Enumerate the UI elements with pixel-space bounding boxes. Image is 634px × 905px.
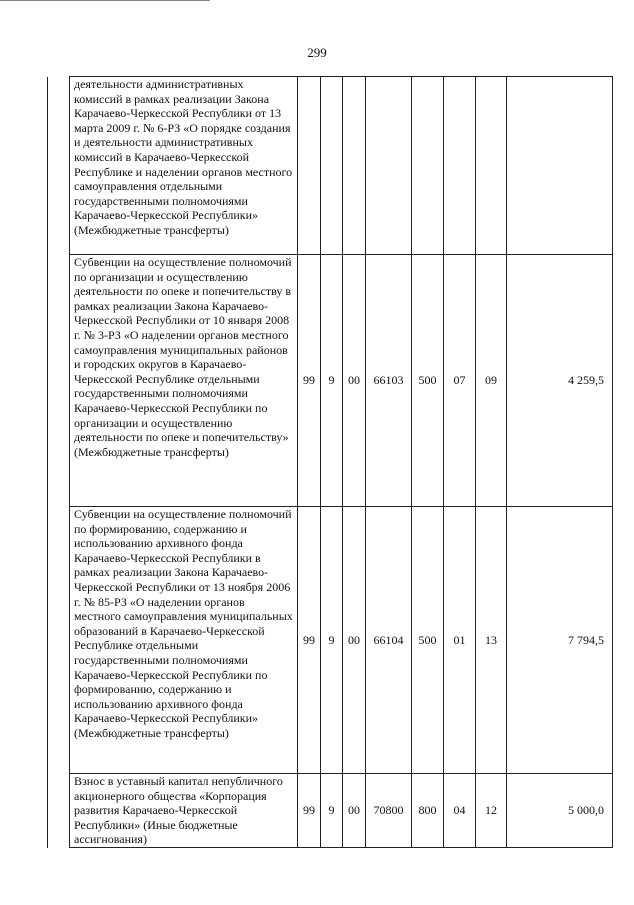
- row-description: Субвенции на осуществление полномочий по формированию, содержанию и использованию архивного фонда Карачаево-Черкесской Республики в рамках реализации Закона Карачаево-Черкесской Республики от 13 ноября 2006 г. № 85-РЗ «О наделении органов местного самоуправления муниципальных образований в Карачаево-Черкесской Республике отдельными государственными полномочиями Карачаево-Черкесской Республики по формированию, содержанию и использованию архивного фонда Карачаево-Черкесской Республики» (Межбюджетные трансферты): [70, 507, 298, 774]
- code-program: 99: [298, 774, 321, 848]
- code-subsection: 13: [476, 507, 507, 774]
- row-amount: [507, 77, 613, 255]
- row-margin-cell: [48, 255, 70, 507]
- code-subsection: [476, 77, 507, 255]
- table-row: [48, 77, 613, 255]
- scan-edge-line: [0, 0, 210, 1]
- code-subprogram: [321, 77, 343, 255]
- row-description: деятельности административных комиссий в рамках реализации Закона Карачаево-Черкесской Республики от 13 марта 2009 г. № 6-РЗ «О порядке создания и деятельности административных комиссий в Карачаево-Черкесской Республике и наделении органов местного самоуправления отдельными государственными полномочиями Карачаево-Черкесской Республики» (Межбюджетные трансферты): [70, 77, 298, 255]
- code-direction: 66104: [366, 507, 412, 774]
- code-expense-type: 800: [412, 774, 444, 848]
- code-expense-type: [412, 77, 444, 255]
- code-direction: [366, 77, 412, 255]
- row-amount: 5 000,0: [507, 774, 613, 848]
- code-event: 00: [343, 774, 366, 848]
- code-direction: 70800: [366, 774, 412, 848]
- code-direction: 66103: [366, 255, 412, 507]
- code-subsection: 12: [476, 774, 507, 848]
- budget-table: [47, 76, 613, 848]
- code-subsection: 09: [476, 255, 507, 507]
- code-event: 00: [343, 507, 366, 774]
- table-row: [48, 255, 613, 507]
- row-margin-cell: [48, 774, 70, 848]
- code-subprogram: 9: [321, 255, 343, 507]
- row-margin-cell: [48, 77, 70, 255]
- code-expense-type: 500: [412, 255, 444, 507]
- row-margin-cell: [48, 507, 70, 774]
- row-description: Субвенции на осуществление полномочий по организации и осуществлению деятельности по опеке и попечительству в рамках реализации Закона Карачаево-Черкесской Республики от 10 января 2008 г. № 3-РЗ «О наделении органов местного самоуправления муниципальных районов и городских округов в Карачаево-Черкесской Республике отдельными государственными полномочиями Карачаево-Черкесской Республики по организации и осуществлению деятельности по опеке и попечительству» (Межбюджетные трансферты): [70, 255, 298, 507]
- row-description: Взнос в уставный капитал непубличного акционерного общества «Корпорация развития Карачаево-Черкесской Республики» (Иные бюджетные ассигнования): [70, 774, 298, 848]
- code-program: 99: [298, 255, 321, 507]
- code-section: [444, 77, 476, 255]
- code-subprogram: 9: [321, 507, 343, 774]
- code-event: 00: [343, 255, 366, 507]
- table-row: [48, 774, 613, 848]
- code-event: [343, 77, 366, 255]
- code-section: 01: [444, 507, 476, 774]
- code-program: 99: [298, 507, 321, 774]
- code-program: [298, 77, 321, 255]
- table-row: [48, 507, 613, 774]
- code-subprogram: 9: [321, 774, 343, 848]
- row-amount: 4 259,5: [507, 255, 613, 507]
- page-number: 299: [307, 45, 327, 60]
- row-amount: 7 794,5: [507, 507, 613, 774]
- code-expense-type: 500: [412, 507, 444, 774]
- code-section: 04: [444, 774, 476, 848]
- code-section: 07: [444, 255, 476, 507]
